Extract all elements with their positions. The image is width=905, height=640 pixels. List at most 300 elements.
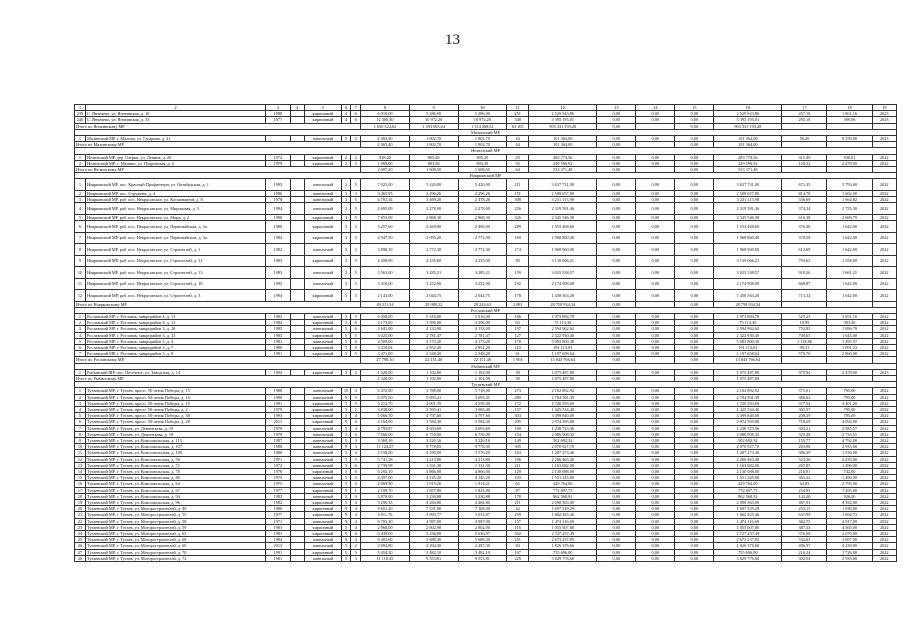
address-cell: Тутаевский МР, г. Тутаев, просп. 50-летия Победы, д. 38	[85, 413, 265, 419]
table-cell: 129	[507, 469, 529, 475]
table-cell: 6	[351, 431, 361, 437]
table-cell: панельный	[305, 450, 342, 456]
column-number: 3	[266, 105, 290, 111]
table-cell: панельный	[305, 456, 342, 462]
table-cell: 3	[341, 369, 351, 375]
table-cell: кирпичный	[305, 400, 342, 406]
address-cell: Ноярковский МР, пос. Стружень, д. 4	[85, 190, 265, 196]
table-cell: 5	[351, 278, 361, 290]
table-cell: 4 182,00	[827, 500, 872, 506]
table-cell: 2 673 237,85	[714, 537, 782, 543]
table-cell: 1971	[266, 518, 290, 524]
table-cell: 3 025 538,57	[714, 267, 782, 279]
table-cell: 6	[351, 338, 361, 344]
table-cell: 0,00	[597, 462, 636, 468]
table-cell: 2 044,75	[458, 290, 507, 302]
table-cell: 0,00	[636, 419, 675, 425]
table-row	[75, 244, 897, 256]
table-cell: 0,00	[636, 221, 675, 233]
table-cell: 0,00	[597, 111, 636, 117]
table-cell: 2 947,50	[361, 232, 410, 244]
table-cell: 3 410,00	[361, 278, 410, 290]
table-cell: 0,00	[597, 524, 636, 530]
table-cell: 1994	[266, 290, 290, 302]
table-cell: 100	[507, 425, 529, 431]
table-cell: 795,00	[827, 407, 872, 413]
table-cell: 1 861,16	[827, 111, 872, 117]
table-cell: 29	[507, 154, 529, 160]
table-cell: 1975	[266, 475, 290, 481]
table-cell: 1 696,79	[827, 326, 872, 332]
table-cell: 1 331,30	[458, 462, 507, 468]
table-cell: 2	[351, 369, 361, 375]
table-cell: 7	[75, 351, 86, 357]
table-cell: 1982	[266, 500, 290, 506]
table-cell: кирпичный	[305, 154, 342, 160]
table-cell: 2 727 237,49	[529, 531, 597, 537]
table-cell: 0,00	[636, 413, 675, 419]
table-cell: 155,77	[782, 438, 827, 444]
address-cell: Нелючский МР, с. Малино, ул. Покровская, д. 2	[85, 160, 265, 166]
table-cell: 1981	[266, 531, 290, 537]
total-cell: 1 608,50	[409, 167, 458, 173]
table-cell: 2022	[872, 425, 896, 431]
table-cell: 2022	[872, 232, 896, 244]
table-cell: 814,78	[782, 190, 827, 196]
table-cell: 203,98	[782, 444, 827, 450]
table-cell: 4 213,80	[409, 456, 458, 462]
table-cell: 2022	[872, 543, 896, 549]
table-cell: 1991	[266, 549, 290, 555]
address-cell: Тутаевский МР, г. Тутаев, просп. 50-летия Победы, д. 15	[85, 388, 265, 394]
table-cell: 0,00	[675, 431, 714, 437]
table-cell: 3 898,39	[361, 244, 410, 256]
table-cell: 1988	[266, 388, 290, 394]
table-cell: 2 345 546,38	[529, 214, 597, 220]
table-cell: 0,00	[675, 351, 714, 357]
table-cell: панельный	[305, 462, 342, 468]
table-cell: 718,29	[782, 419, 827, 425]
table-cell: 3 399 840,00	[529, 413, 597, 419]
table-cell: 4 173,20	[409, 338, 458, 344]
table-cell: 3	[341, 203, 351, 215]
table-cell: 2 044,75	[409, 290, 458, 302]
table-cell: 11	[75, 278, 86, 290]
table-cell: 306,29	[782, 450, 827, 456]
table-cell: 0,00	[675, 537, 714, 543]
table-cell: 2 162 892,92	[529, 388, 597, 394]
table-cell: 2022	[872, 431, 896, 437]
table-cell: 1 697,00	[827, 537, 872, 543]
table-cell: 1986	[266, 450, 290, 456]
table-cell: кирпичный	[305, 512, 342, 518]
table-cell: 2 206 463,40	[714, 456, 782, 462]
table-cell: 7 853,09	[361, 214, 410, 220]
table-cell: 0,00	[597, 518, 636, 524]
total-cell: 101 364,00	[714, 142, 782, 148]
table-cell: 3	[341, 190, 351, 196]
table-cell: 1 163 682,00	[529, 462, 597, 468]
table-cell: 4 133,00	[458, 326, 507, 332]
address-cell: Тутаевский МР, г. Тутаев, просп. 50-летия Победы, д. 2	[85, 407, 265, 413]
table-cell: 15	[75, 475, 86, 481]
address-cell: Тутаевский МР, г. Тутаев, ул. Моторостроителей, д. 72	[85, 555, 265, 561]
table-cell: 4	[341, 117, 351, 123]
table-cell: 3 310,04	[361, 344, 410, 350]
table-cell: 0,00	[636, 351, 675, 357]
table-cell: 0,00	[636, 469, 675, 475]
table-cell: 116	[507, 524, 529, 530]
table-cell: 229	[507, 555, 529, 561]
table-cell	[290, 278, 305, 290]
total-cell: 2 081	[507, 301, 529, 307]
table-cell: 9	[341, 506, 351, 512]
total-label: Итого по Нелючскому МР	[75, 167, 361, 173]
table-cell: 25	[75, 537, 86, 543]
table-cell: 21	[75, 512, 86, 518]
table-cell: 1980	[266, 344, 290, 350]
table-cell: 240	[75, 117, 86, 123]
table-cell: 1993	[266, 278, 290, 290]
table-cell: 1 458 563,20	[714, 290, 782, 302]
table-cell: кирпичный	[305, 214, 342, 220]
table-cell: 4 792,00	[827, 438, 872, 444]
address-cell: Тутаевский МР, г. Тутаев, ул. Дементьева, д. 19	[85, 431, 265, 437]
table-cell: 3	[341, 278, 351, 290]
total-cell: 28 758 934,34	[714, 301, 782, 307]
table-cell: 2022	[872, 394, 896, 400]
table-cell: 803,30	[409, 160, 458, 166]
table-cell: 1 536,00	[827, 450, 872, 456]
table-cell: 0,00	[675, 278, 714, 290]
table-cell: 1979	[266, 425, 290, 431]
table-cell: 0,00	[597, 332, 636, 338]
table-cell: 5	[351, 332, 361, 338]
table-cell: 548	[507, 117, 529, 123]
table-cell: 0,00	[636, 111, 675, 117]
district-name: Ноярковский МР	[75, 173, 897, 179]
total-cell: 1 650 524,62	[361, 123, 410, 129]
table-cell: 9	[75, 438, 86, 444]
table-cell: 0,00	[597, 543, 636, 549]
table-cell: 5	[351, 351, 361, 357]
table-cell: 0,00	[636, 518, 675, 524]
table-cell: 1981	[266, 338, 290, 344]
table-cell: 2 755,30	[827, 203, 872, 215]
table-cell: 2 296,26	[409, 190, 458, 196]
table-cell: 4 917,09	[827, 518, 872, 524]
table-cell: 0,00	[636, 450, 675, 456]
table-cell: 0,00	[675, 487, 714, 493]
table-cell: 2022	[872, 154, 896, 160]
table-cell: 26	[75, 543, 86, 549]
table-cell: 0,00	[675, 456, 714, 462]
table-cell: панельный	[305, 326, 342, 332]
table-cell: 163	[507, 450, 529, 456]
table-cell: 2023	[872, 136, 896, 142]
table-cell: 536,69	[782, 197, 827, 203]
total-label: Итого по Рославскому МР	[75, 357, 361, 363]
total-cell: 0,00	[675, 375, 714, 381]
table-cell: кирпичный	[305, 344, 342, 350]
table-cell	[290, 203, 305, 215]
table-cell: 1	[75, 136, 86, 142]
table-cell: 0,00	[597, 190, 636, 196]
table-cell: 0,00	[636, 290, 675, 302]
total-cell: 1 075 487,80	[529, 375, 597, 381]
table-cell: 378,58	[782, 232, 827, 244]
table-cell: 1987	[266, 438, 290, 444]
table-cell: 1 495,57	[827, 338, 872, 344]
table-cell: 5	[341, 438, 351, 444]
table-cell: 1972	[266, 154, 290, 160]
table-cell: 5	[341, 500, 351, 506]
table-cell: 4 797,60	[458, 413, 507, 419]
table-cell: 0,00	[597, 351, 636, 357]
total-cell: 533 371,48	[529, 167, 597, 173]
table-cell: 2 348,20	[409, 351, 458, 357]
address-cell: Рославский МР, г. Рославль, микрорайон 4, д. 13	[85, 320, 265, 326]
table-row	[75, 221, 897, 233]
address-cell: Ноярковский МР, раб. пос. Некрасовское, ул. Первомайская, д. 3а	[85, 232, 265, 244]
district-name: Нелючский МР	[75, 148, 897, 154]
table-cell: 2022	[872, 487, 896, 493]
table-cell: 191 113,03	[714, 344, 782, 350]
table-cell: 2 868,30	[409, 214, 458, 220]
table-cell: 2 130 088,00	[529, 469, 597, 475]
table-cell: 0,00	[636, 512, 675, 518]
table-cell: 2022	[872, 320, 896, 326]
table-cell: 671,35	[782, 179, 827, 191]
table-cell: 862 568,92	[529, 493, 597, 499]
table-cell: 234,95	[782, 487, 827, 493]
table-cell: 2 968,00	[361, 524, 410, 530]
table-cell: 9	[341, 487, 351, 493]
table-cell: 143,26	[782, 493, 827, 499]
table-cell: 668,87	[782, 278, 827, 290]
column-number: 2	[85, 105, 265, 111]
total-cell: 29 226,63	[458, 301, 507, 307]
address-cell: Тутаевский МР, г. Тутаев, ул. Комсомольская, д. 109	[85, 450, 265, 456]
table-cell: 251	[507, 537, 529, 543]
total-cell: 44	[507, 142, 529, 148]
table-cell: 3 637 731,00	[714, 179, 782, 191]
table-cell: 365,22	[782, 475, 827, 481]
table-cell: 1 490,00	[827, 475, 872, 481]
table-cell: 3 576,20	[458, 450, 507, 456]
address-cell: Тутаевский МР, г. Тутаев, ул. Комсомольская, д. 78	[85, 469, 265, 475]
table-cell: 1971	[266, 456, 290, 462]
table-cell: 2 130 088,00	[714, 469, 782, 475]
table-cell: кирпичный	[305, 369, 342, 375]
total-label: Итого по Янчеявскому МР	[75, 123, 361, 129]
table-cell: 1 968 860,40	[714, 232, 782, 244]
table-cell: 5	[341, 481, 351, 487]
column-number: 5	[305, 105, 342, 111]
table-cell: 75 114,30	[714, 320, 782, 326]
table-cell: 3 395 195,01	[714, 117, 782, 123]
table-cell: 2 935,00	[827, 555, 872, 561]
table-cell: 4 866,00	[458, 469, 507, 475]
column-number: 4	[290, 105, 305, 111]
table-cell: 2 278,00	[827, 160, 872, 166]
table-cell: панельный	[305, 475, 342, 481]
table-cell: 10 972,20	[409, 117, 458, 123]
table-cell: 7 168,30	[458, 506, 507, 512]
table-cell: 2022	[872, 537, 896, 543]
table-cell: 1	[75, 179, 86, 191]
table-cell: 1 697 529,29	[529, 506, 597, 512]
table-cell: 2 772,30	[409, 244, 458, 256]
table-cell: 5 689,30	[458, 537, 507, 543]
table-cell: 0,00	[675, 255, 714, 267]
address-cell: Тутаевский МР, г. Тутаев, ул. Комсомольская, д. 64	[85, 481, 265, 487]
table-cell: 2	[75, 190, 86, 196]
table-cell: 2 508 657,80	[714, 190, 782, 196]
table-cell: 7	[75, 232, 86, 244]
table-cell: 0,00	[636, 456, 675, 462]
table-cell: 5	[341, 332, 351, 338]
table-cell: 2023	[872, 111, 896, 117]
total-cell: 13 843 766,64	[529, 357, 597, 363]
table-cell: 5 236,08	[409, 531, 458, 537]
table-cell	[290, 267, 305, 279]
table-cell: 9	[341, 518, 351, 524]
table-cell: 1982	[266, 232, 290, 244]
table-cell: 6	[351, 462, 361, 468]
table-cell: 5 316,00	[409, 313, 458, 319]
table-cell: 3 220,16	[409, 438, 458, 444]
table-cell: 0,00	[597, 221, 636, 233]
table-cell: 6	[75, 344, 86, 350]
table-cell: 24	[75, 531, 86, 537]
table-cell: 2 174 908,00	[529, 278, 597, 290]
address-cell: Рыбинский МР, пос. Песочное, ул. Заводская, д. 14	[85, 369, 265, 375]
table-cell: 259	[507, 512, 529, 518]
table-cell: 805,20	[458, 154, 507, 160]
table-cell: кирпичный	[305, 332, 342, 338]
table-cell: 2 860,00	[827, 351, 872, 357]
table-cell: 5	[341, 549, 351, 555]
total-cell: 0,00	[675, 301, 714, 307]
table-cell: 700,65	[782, 332, 827, 338]
table-cell: 0,00	[636, 278, 675, 290]
table-cell: 772 897,75	[529, 487, 597, 493]
table-cell: 0,00	[675, 481, 714, 487]
address-cell: Малинский МР, г. Малина, ул. Гагарина, д. 21	[85, 136, 265, 142]
table-cell: 4 565,00	[827, 524, 872, 530]
table-cell: 3 471,00	[361, 351, 410, 357]
table-cell: 0,00	[597, 456, 636, 462]
table-cell: 772 897,75	[714, 487, 782, 493]
table-cell: 3 139 066,21	[529, 255, 597, 267]
address-cell: Ноярковский МР, раб. пос. Некрасовское, ул. Строителей, д. 3	[85, 290, 265, 302]
table-cell: 6	[351, 326, 361, 332]
table-cell: 5	[341, 475, 351, 481]
address-cell: Тутаевский МР, г. Тутаев, ул. Комсомольская, д. 80	[85, 475, 265, 481]
table-cell: 1983	[266, 267, 290, 279]
table-cell: 0,00	[597, 487, 636, 493]
table-cell: 0,00	[675, 344, 714, 350]
table-cell: 4 693,69	[458, 425, 507, 431]
table-cell	[290, 179, 305, 191]
table-cell: 0,00	[675, 369, 714, 375]
table-cell: 2022	[872, 493, 896, 499]
table-cell: 5	[341, 407, 351, 413]
table-cell: 2 585,57	[827, 425, 872, 431]
table-cell: 2 478,00	[827, 369, 872, 375]
table-cell: 2 704 501,39	[529, 394, 597, 400]
table-cell: 10	[75, 267, 86, 279]
table-cell: 1984	[266, 320, 290, 326]
table-cell: 0,00	[597, 438, 636, 444]
table-cell: 616,38	[782, 214, 827, 220]
table-cell: 5 718,00	[458, 388, 507, 394]
table-cell: 0,00	[636, 203, 675, 215]
table-cell: 2022	[872, 413, 896, 419]
table-cell: 3 220,16	[458, 438, 507, 444]
address-cell: Ноярковский МР, раб. пос. Некрасовское, ул. Строителей, д. 13	[85, 267, 265, 279]
table-cell: 0,00	[597, 469, 636, 475]
table-cell: 3	[351, 438, 361, 444]
table-cell: 23	[75, 524, 86, 530]
table-cell: 3 851,16	[827, 313, 872, 319]
table-cell: 1	[75, 369, 86, 375]
table-cell: панельный	[305, 197, 342, 203]
table-cell: 1 553 468,60	[529, 221, 597, 233]
table-cell: кирпичный	[305, 160, 342, 166]
address-cell: Тутаевский МР, г. Тутаев, просп. 50-летия Победы, д. 28	[85, 419, 265, 425]
table-cell: 2 233,00	[827, 456, 872, 462]
table-cell: 4 866,00	[409, 469, 458, 475]
table-cell: 2 974 395,80	[529, 419, 597, 425]
table-cell: панельный	[305, 431, 342, 437]
table-cell: 2022	[872, 244, 896, 256]
table-cell: 0,00	[597, 214, 636, 220]
table-cell: 3 252,00	[458, 278, 507, 290]
table-cell: 5 212,70	[361, 400, 410, 406]
table-cell: 0,00	[675, 197, 714, 203]
table-cell: 2023	[872, 117, 896, 123]
table-cell: панельный	[305, 313, 342, 319]
table-cell: 56,20	[782, 136, 827, 142]
table-cell: 1 662,00	[827, 190, 872, 196]
table-cell: 0,00	[636, 481, 675, 487]
table-cell: 0,00	[597, 400, 636, 406]
table-cell: 3 788,00	[409, 388, 458, 394]
table-cell: 2022	[872, 512, 896, 518]
table-cell	[290, 221, 305, 233]
table-cell: панельный	[305, 278, 342, 290]
table-cell: 2022	[872, 469, 896, 475]
table-cell: 302	[507, 531, 529, 537]
table-cell: 0,00	[636, 197, 675, 203]
table-cell: 2 594 962,62	[714, 326, 782, 332]
total-cell: 0,00	[597, 301, 636, 307]
table-cell: 1 642,00	[827, 221, 872, 233]
table-cell: панельный	[305, 203, 342, 215]
table-cell: 0,00	[675, 320, 714, 326]
table-cell: 0,00	[675, 313, 714, 319]
table-cell: 325,48	[782, 431, 827, 437]
table-cell: 1977	[266, 487, 290, 493]
table-cell: 2022	[872, 338, 896, 344]
table-cell: 4 284,80	[458, 500, 507, 506]
address-cell: Тутаевский МР, г. Тутаев, просп. 50-летия Победы, д. 16	[85, 394, 265, 400]
table-cell: 2022	[872, 179, 896, 191]
table-cell: 523,36	[782, 456, 827, 462]
table-cell: 0,00	[636, 179, 675, 191]
